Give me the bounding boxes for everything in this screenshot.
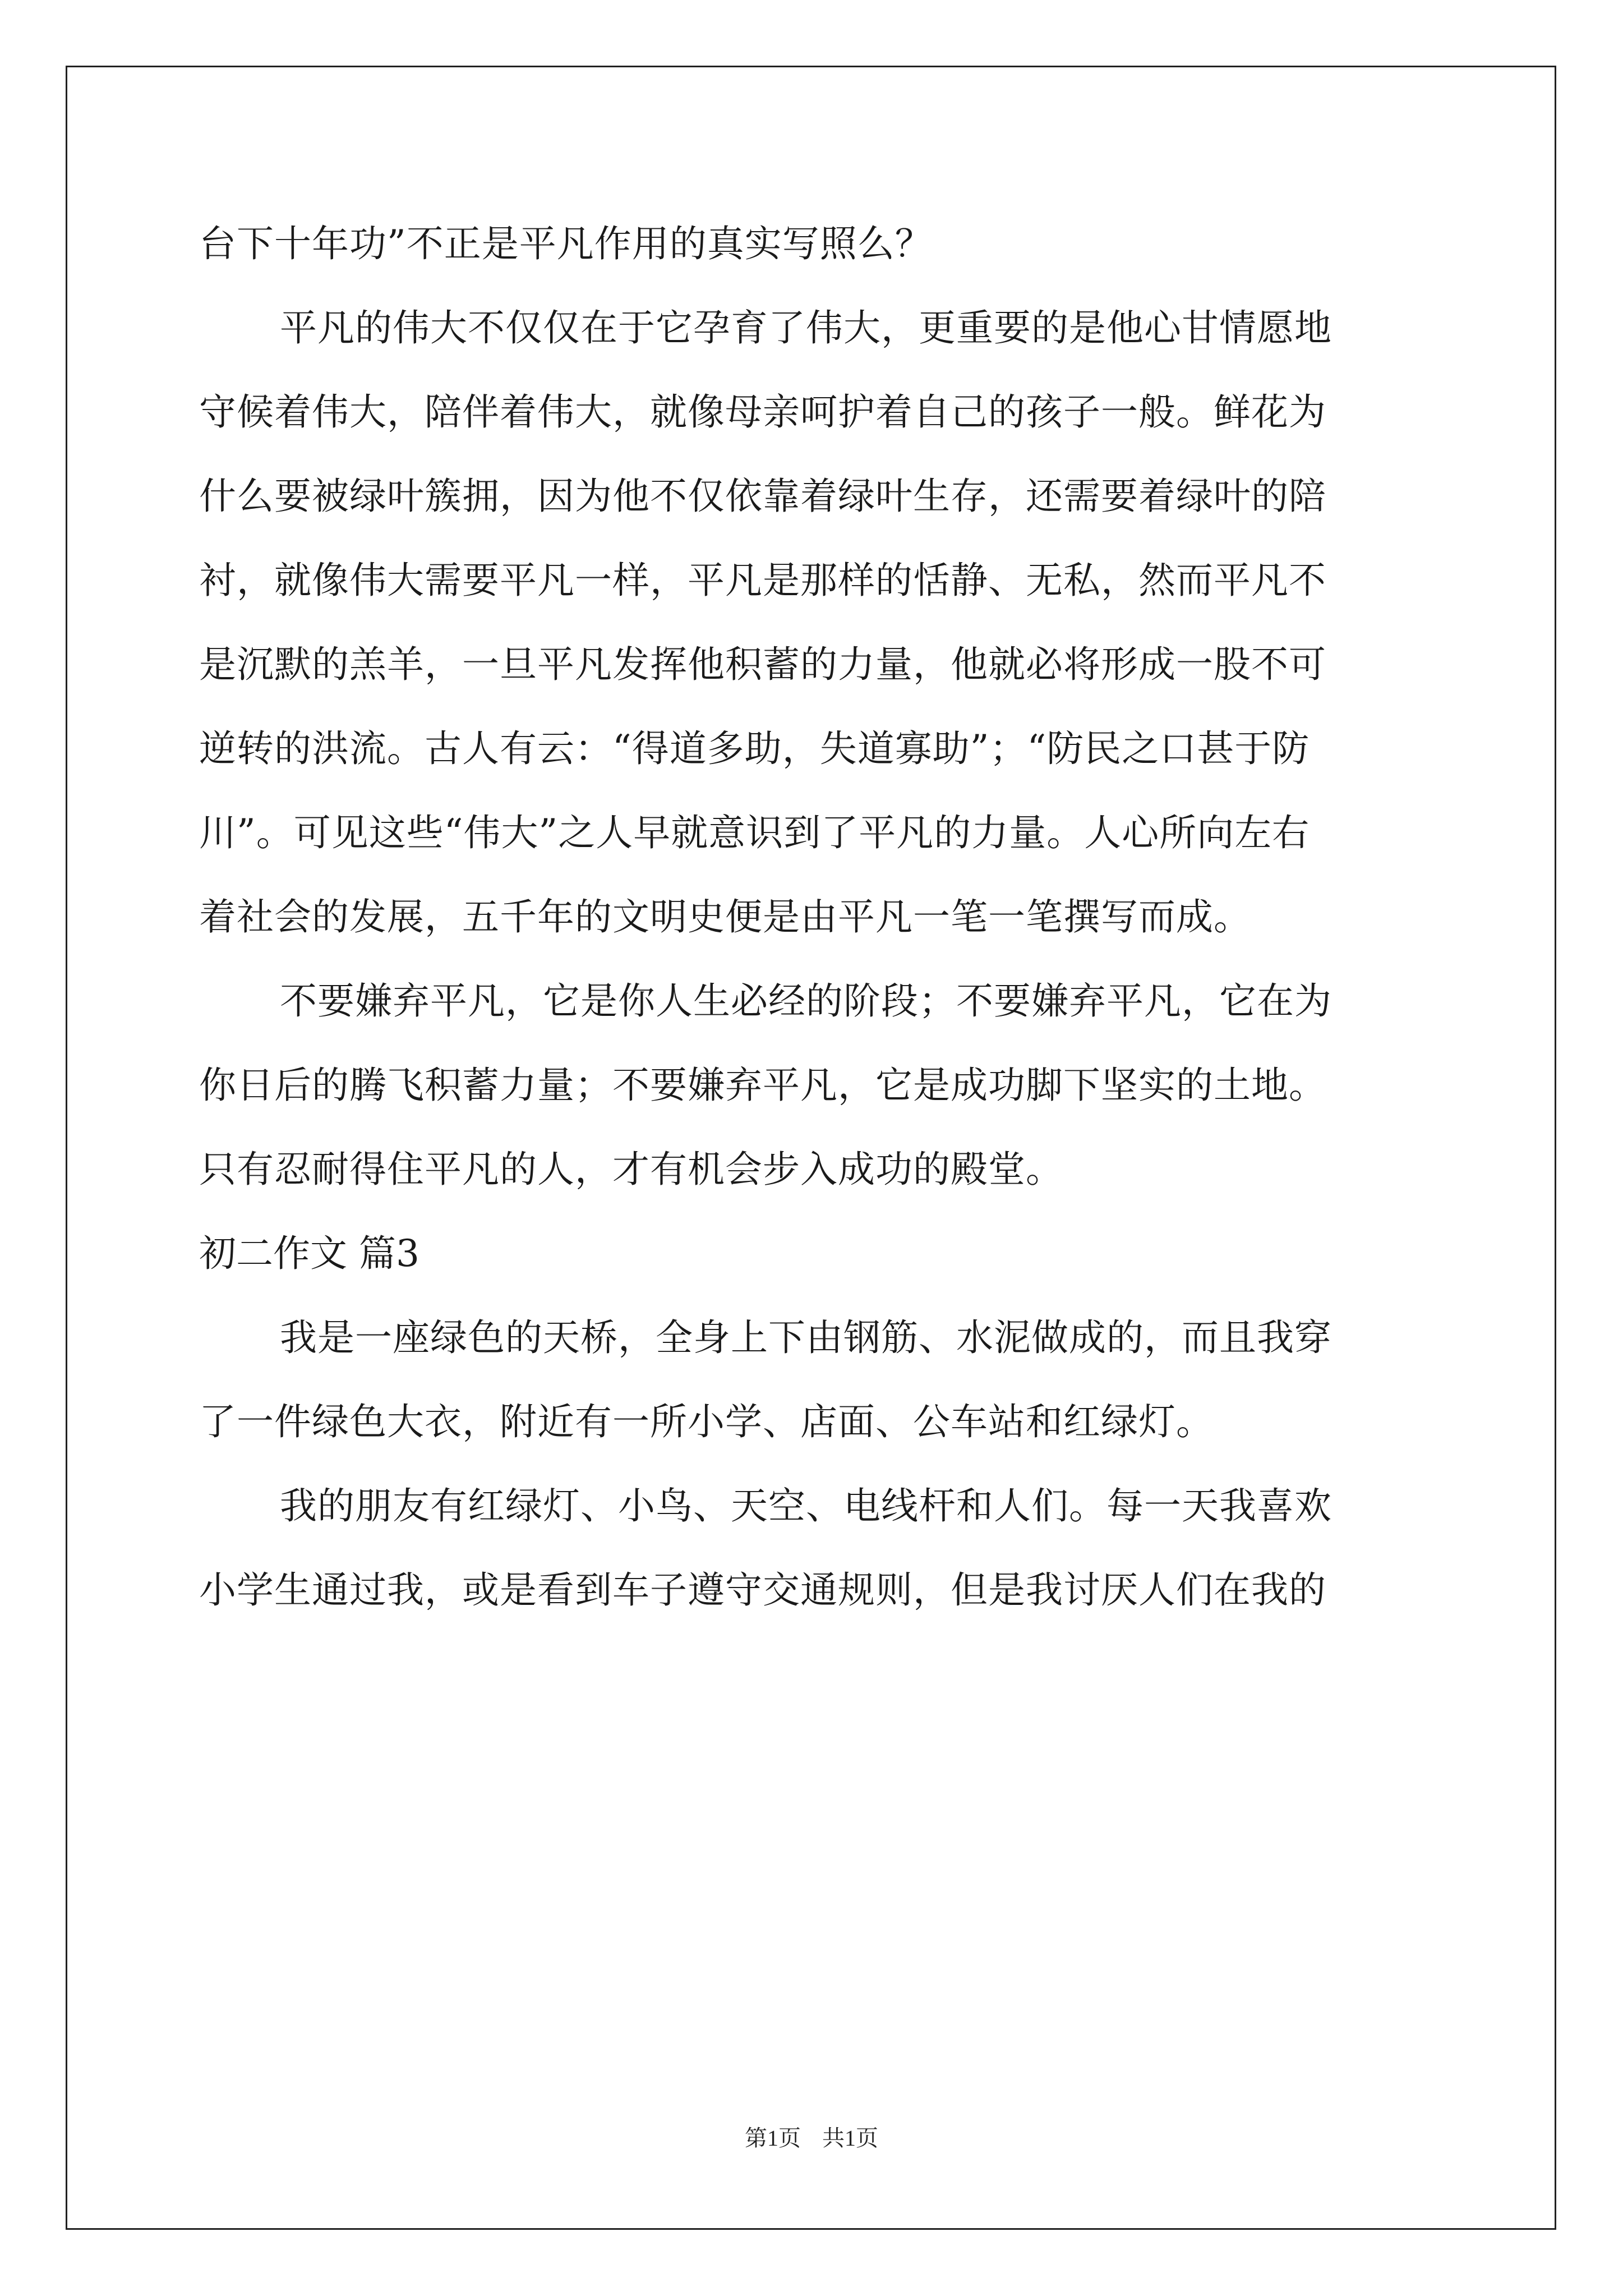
- text-line: 不要嫌弃平凡，它是你人生必经的阶段；不要嫌弃平凡，它在为: [280, 979, 1332, 1023]
- text-line: 平凡的伟大不仅仅在于它孕育了伟大，更重要的是他心甘情愿地: [280, 306, 1332, 349]
- page-number: 第1页: [745, 2125, 801, 2151]
- section-heading: 初二作文 篇3: [199, 1232, 419, 1275]
- text-line: 只有忍耐得住平凡的人，才有机会步入成功的殿堂。: [199, 1148, 1063, 1191]
- text-line: 川”。可见这些“伟大”之人早就意识到了平凡的力量。人心所向左右: [199, 811, 1310, 854]
- text-line: 小学生通过我，或是看到车子遵守交通规则，但是我讨厌人们在我的: [199, 1568, 1326, 1612]
- text-line: 守候着伟大，陪伴着伟大，就像母亲呵护着自己的孩子一般。鲜花为: [199, 390, 1326, 434]
- text-line: 衬，就像伟大需要平凡一样，平凡是那样的恬静、无私，然而平凡不: [199, 559, 1326, 602]
- document-body: [199, 202, 1433, 1632]
- page-total: 共1页: [822, 2125, 878, 2151]
- text-line: 是沉默的羔羊，一旦平凡发挥他积蓄的力量，他就必将形成一股不可: [199, 643, 1326, 686]
- text-line: 台下十年功”不正是平凡作用的真实写照么？: [199, 222, 933, 265]
- page-footer: [0, 2120, 1623, 2152]
- text-line: 什么要被绿叶簇拥，因为他不仅依靠着绿叶生存，还需要着绿叶的陪: [199, 475, 1326, 518]
- text-line: 我的朋友有红绿灯、小鸟、天空、电线杆和人们。每一天我喜欢: [280, 1484, 1332, 1527]
- text-line: 着社会的发展，五千年的文明史便是由平凡一笔一笔撰写而成。: [199, 895, 1251, 938]
- text-line: 你日后的腾飞积蓄力量；不要嫌弃平凡，它是成功脚下坚实的土地。: [199, 1064, 1326, 1107]
- text-line: 逆转的洪流。古人有云：“得道多助，失道寡助”；“防民之口甚于防: [199, 727, 1310, 770]
- text-line: 了一件绿色大衣，附近有一所小学、店面、公车站和红绿灯。: [199, 1400, 1214, 1443]
- text-line: 我是一座绿色的天桥，全身上下由钢筋、水泥做成的，而且我穿: [280, 1316, 1332, 1359]
